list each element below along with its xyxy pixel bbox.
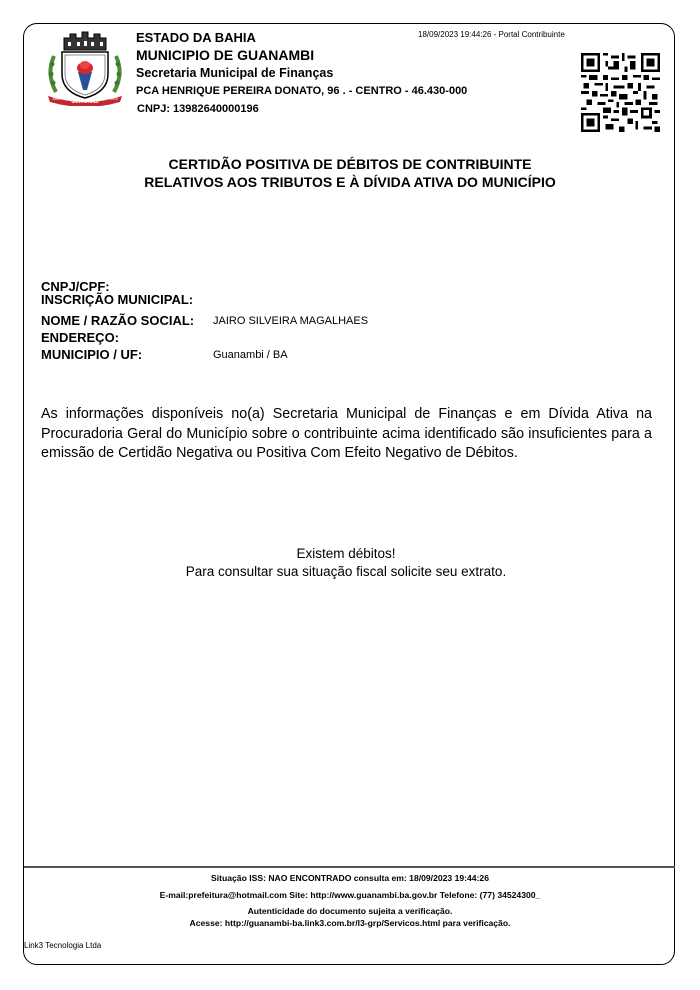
inscricao-municipal-label: INSCRIÇÃO MUNICIPAL: xyxy=(41,292,194,307)
certificate-title-line2: RELATIVOS AOS TRIBUTOS E À DÍVIDA ATIVA DO MUNICÍPIO xyxy=(144,174,556,190)
nome-razao-social-value: JAIRO SILVEIRA MAGALHAES xyxy=(213,315,369,327)
municipio-uf-label: MUNICIPIO / UF: xyxy=(41,347,143,362)
certificate-statement: As informações disponíveis no(a) Secretaria Municipal de Finanças e em Dívida Ativa na Procuradoria Geral do Município sobre o contribuinte acima identificado são insuficientes para a emissão de Certidão Negativa ou Positiva Com Efeito Negativo de Débitos. xyxy=(41,406,652,461)
coat-of-arms-icon xyxy=(44,30,126,106)
footer-divider xyxy=(24,866,675,868)
municipality-name: MUNICIPIO DE GUANAMBI xyxy=(136,47,315,63)
certificate-title-line1: CERTIDÃO POSITIVA DE DÉBITOS DE CONTRIBUINTE xyxy=(168,156,532,172)
department-name: Secretaria Municipal de Finanças xyxy=(136,66,334,80)
debts-notice: Existem débitos! xyxy=(296,546,396,561)
qr-code-icon[interactable] xyxy=(581,53,660,132)
nome-razao-social-label: NOME / RAZÃO SOCIAL: xyxy=(41,313,195,328)
verification-link[interactable]: Acesse: http://guanambi-ba.link3.com.br/l3-grp/Servicos.html para verificação. xyxy=(189,918,511,928)
issue-timestamp: 18/09/2023 19:44:26 - Portal Contribuinte xyxy=(418,30,565,39)
extract-instruction: Para consultar sua situação fiscal solicite seu extrato. xyxy=(185,564,507,579)
state-name: ESTADO DA BAHIA xyxy=(136,30,256,45)
authenticity-note: Autenticidade do documento sujeita a verificação. xyxy=(247,906,453,916)
municipio-uf-value: Guanambi / BA xyxy=(213,349,288,361)
iss-status: Situação ISS: NAO ENCONTRADO consulta em: 18/09/2023 19:44:26 xyxy=(211,873,489,883)
endereco-label: ENDEREÇO: xyxy=(41,330,120,345)
contact-info: E-mail:prefeitura@hotmail.com Site: http://www.guanambi.ba.gov.br Telefone: (77) 34524300_ xyxy=(159,890,541,900)
cnpj: CNPJ: 13982640000196 xyxy=(137,103,259,115)
svg-text:1880: 1880 xyxy=(52,97,60,101)
cnpj-cpf-label: CNPJ/CPF: xyxy=(41,279,110,294)
svg-text:GUANAMBI: GUANAMBI xyxy=(71,99,99,105)
vendor-credit: Link3 Tecnologia Ltda xyxy=(24,941,102,950)
svg-text:1919: 1919 xyxy=(110,97,118,101)
address: PCA HENRIQUE PEREIRA DONATO, 96 . - CENTRO - 46.430-000 xyxy=(136,85,468,97)
